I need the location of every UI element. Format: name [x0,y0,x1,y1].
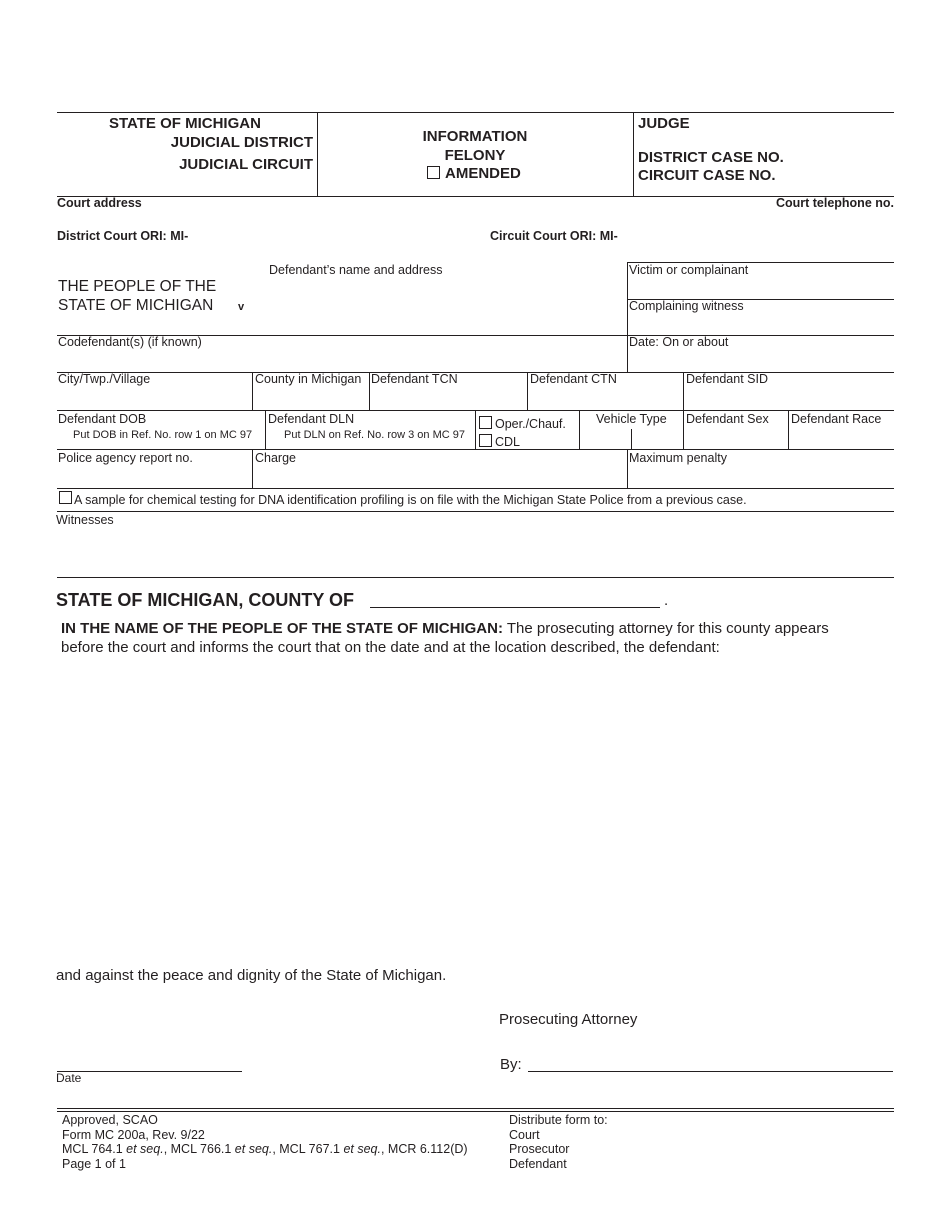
versus-label: v [238,301,245,313]
footer-right [509,1113,608,1171]
distribute-defendant: Defendant [509,1156,567,1171]
date-signature-line[interactable] [57,1071,242,1072]
district-ori-label: District Court ORI: MI- [57,229,189,243]
vehicle-type-label: Vehicle Type [596,412,667,426]
oper-chauf-checkbox[interactable] [479,416,492,429]
charge-divider-1 [252,449,253,488]
loc-divider-2 [369,372,370,410]
police-report-label: Police agency report no. [58,451,193,465]
doc-type-information: INFORMATION [422,128,528,145]
et-seq-2: et seq. [234,1142,273,1157]
form-number: Form MC 200a, Rev. 9/22 [62,1127,205,1142]
state-label: STATE OF MICHIGAN [109,115,261,132]
by-signature-line[interactable] [528,1071,893,1072]
dna-checkbox[interactable] [59,491,72,504]
victim-label: Victim or complainant [629,263,749,277]
complaining-witness-label: Complaining witness [629,299,744,313]
et-seq-1: et seq. [126,1142,164,1157]
circuit-case-label: CIRCUIT CASE NO. [638,167,776,184]
court-address-label: Court address [57,196,142,210]
people-line-1: THE PEOPLE OF THE [58,278,217,295]
witnesses-label: Witnesses [56,513,114,527]
grid-rule-dna-top [57,488,894,489]
def-divider-vehicle-tick [631,429,632,449]
statutes [62,1142,468,1157]
mcl-1: MCL 764.1 [62,1142,127,1157]
prosecuting-attorney-label: Prosecuting Attorney [499,1011,638,1028]
mcl-2: , MCL 766.1 [163,1142,235,1157]
people-line-2: STATE OF MICHIGAN [58,297,214,314]
dln-note: Put DLN on Ref. No. row 3 on MC 97 [284,429,465,441]
intro-line-1 [61,620,829,637]
oper-chauf-label: Oper./Chauf. [495,417,566,431]
def-divider-5 [788,410,789,449]
sex-label: Defendant Sex [686,412,769,426]
intro-line-2: before the court and informs the court that on the date and at the location described, the defendant: [61,639,720,656]
cdl-checkbox[interactable] [479,434,492,447]
def-divider-4 [683,410,684,449]
grid-rule-charge-top [57,449,894,450]
city-label: City/Twp./Village [58,372,151,386]
dob-note: Put DOB in Ref. No. row 1 on MC 97 [73,429,253,441]
header-top-rule [57,112,894,113]
approved-label: Approved, SCAO [62,1113,158,1127]
circuit-ori-label: Circuit Court ORI: MI- [490,229,618,243]
charge-divider-2 [627,449,628,488]
dna-statement: A sample for chemical testing for DNA identification profiling is on file with the Michigan State Police from a previous case. [74,493,747,507]
footer-rule-1 [57,1108,894,1109]
district-case-label: DISTRICT CASE NO. [638,149,784,166]
dob-label: Defendant DOB [58,412,147,426]
mcl-3: , MCL 767.1 [272,1142,344,1157]
footer-left [62,1113,468,1171]
tcn-label: Defendant TCN [371,372,458,386]
loc-divider-3 [527,372,528,410]
intro-rest: The prosecuting attorney for this county appears [502,620,829,637]
witnesses-bottom-rule [57,577,894,578]
grid-rule-location-top [57,372,894,373]
sid-label: Defendant SID [686,372,768,386]
judicial-circuit-label: JUDICIAL CIRCUIT [179,156,313,173]
et-seq-3: et seq. [343,1142,381,1157]
court-telephone-label: Court telephone no. [775,196,894,210]
mcr: , MCR 6.112(D) [380,1142,468,1157]
loc-divider-4 [683,372,684,410]
peace-dignity-statement: and against the peace and dignity of the State of Michigan. [56,967,447,984]
max-penalty-label: Maximum penalty [629,451,727,465]
footer-rule-2 [57,1111,894,1112]
header-bottom-rule [57,196,894,197]
amended-checkbox[interactable] [427,166,440,179]
defendant-name-label: Defendant’s name and address [269,263,443,277]
def-divider-2 [475,410,476,449]
by-label: By: [500,1056,522,1073]
grid-divider-parties [627,262,628,372]
def-divider-1 [265,410,266,449]
county-label: County in Michigan [255,372,362,386]
ctn-label: Defendant CTN [530,372,617,386]
offense-date-label: Date: On or about [629,335,729,349]
codefendants-label: Codefendant(s) (if known) [58,335,202,349]
doc-type-felony: FELONY [444,147,506,164]
dln-label: Defendant DLN [268,412,355,426]
grid-rule-witnesses-top [57,511,894,512]
judge-label: JUDGE [638,115,690,132]
race-label: Defendant Race [791,412,882,426]
cdl-label: CDL [495,435,521,449]
charge-label: Charge [255,451,296,465]
intro-bold: IN THE NAME OF THE PEOPLE OF THE STATE OF MICHIGAN: [61,620,503,637]
page-count: Page 1 of 1 [62,1156,126,1171]
loc-divider-1 [252,372,253,410]
distribute-court: Court [509,1127,540,1142]
county-heading: STATE OF MICHIGAN, COUNTY OF [56,590,354,610]
judicial-district-label: JUDICIAL DISTRICT [170,134,313,151]
amended-label: AMENDED [445,165,521,182]
header-divider-right [633,112,634,196]
def-divider-3 [579,410,580,449]
county-period: . [664,592,669,609]
county-fill-line[interactable] [370,607,660,608]
date-label: Date [56,1071,82,1085]
distribute-prosecutor: Prosecutor [509,1142,570,1157]
distribute-label: Distribute form to: [509,1113,608,1127]
